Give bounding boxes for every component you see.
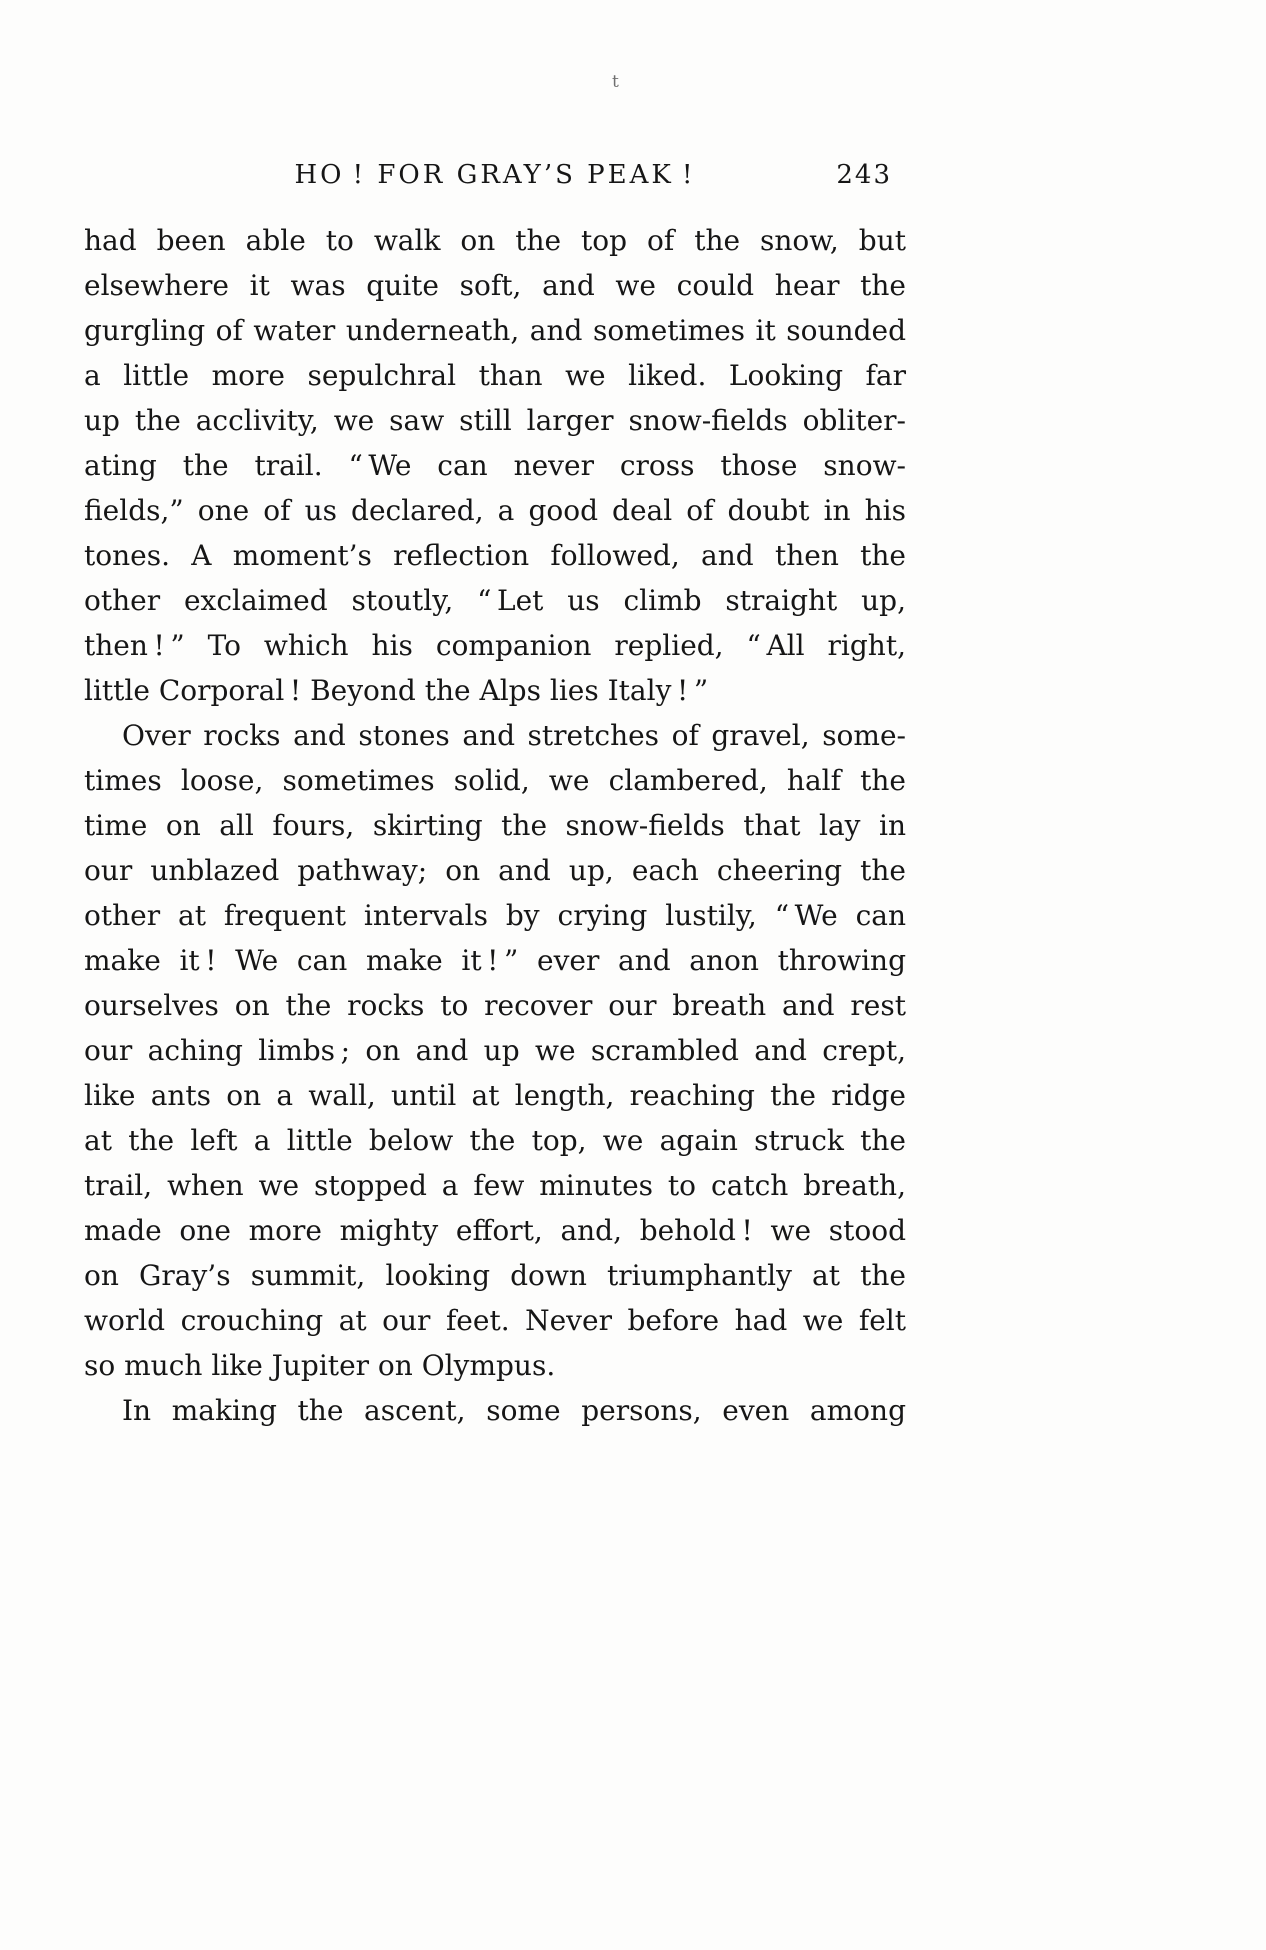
text-line: little Corporal ! Beyond the Alps lies Italy ! ” <box>84 674 709 707</box>
page-header <box>84 160 906 196</box>
text-line: In making the ascent, some persons, even among <box>122 1394 906 1427</box>
text-line: gurgling of water underneath, and sometimes it sounded <box>84 314 906 347</box>
text-line: world crouching at our feet. Never before had we felt <box>84 1304 906 1337</box>
text-line: a little more sepulchral than we liked. Looking far <box>84 359 906 392</box>
text-line: our unblazed pathway; on and up, each cheering the <box>84 854 906 887</box>
text-line: fields,” one of us declared, a good deal of doubt in his <box>84 494 906 527</box>
text-line: time on all fours, skirting the snow-fields that lay in <box>84 809 906 842</box>
text-line: ating the trail. “ We can never cross those snow- <box>84 449 906 482</box>
text-line: like ants on a wall, until at length, reaching the ridge <box>84 1079 906 1112</box>
page-body <box>84 218 906 1433</box>
print-artifact: t <box>612 72 619 92</box>
paragraph <box>84 1388 906 1433</box>
running-title: HO ! FOR GRAY’S PEAK ! <box>294 160 696 190</box>
page-number: 243 <box>836 160 892 190</box>
paragraph <box>84 713 906 1388</box>
text-line: Over rocks and stones and stretches of gravel, some- <box>122 719 906 752</box>
text-line: elsewhere it was quite soft, and we could hear the <box>84 269 906 302</box>
text-line: made one more mighty effort, and, behold ! we stood <box>84 1214 906 1247</box>
text-line: on Gray’s summit, looking down triumphantly at the <box>84 1259 906 1292</box>
text-line: trail, when we stopped a few minutes to catch breath, <box>84 1169 906 1202</box>
text-line: other exclaimed stoutly, “ Let us climb straight up, <box>84 584 906 617</box>
text-line: times loose, sometimes solid, we clambered, half the <box>84 764 906 797</box>
text-line: other at frequent intervals by crying lustily, “ We can <box>84 899 906 932</box>
text-line: tones. A moment’s reflection followed, and then the <box>84 539 906 572</box>
text-line: so much like Jupiter on Olympus. <box>84 1349 556 1382</box>
text-line: at the left a little below the top, we again struck the <box>84 1124 906 1157</box>
text-line: our aching limbs ; on and up we scrambled and crept, <box>84 1034 906 1067</box>
paragraph <box>84 218 906 713</box>
text-line: up the acclivity, we saw still larger snow-fields obliter- <box>84 404 906 437</box>
text-line: make it ! We can make it ! ” ever and anon throwing <box>84 944 906 977</box>
text-line: ourselves on the rocks to recover our breath and rest <box>84 989 906 1022</box>
text-line: then ! ” To which his companion replied, “ All right, <box>84 629 906 662</box>
text-line: had been able to walk on the top of the snow, but <box>84 224 906 257</box>
